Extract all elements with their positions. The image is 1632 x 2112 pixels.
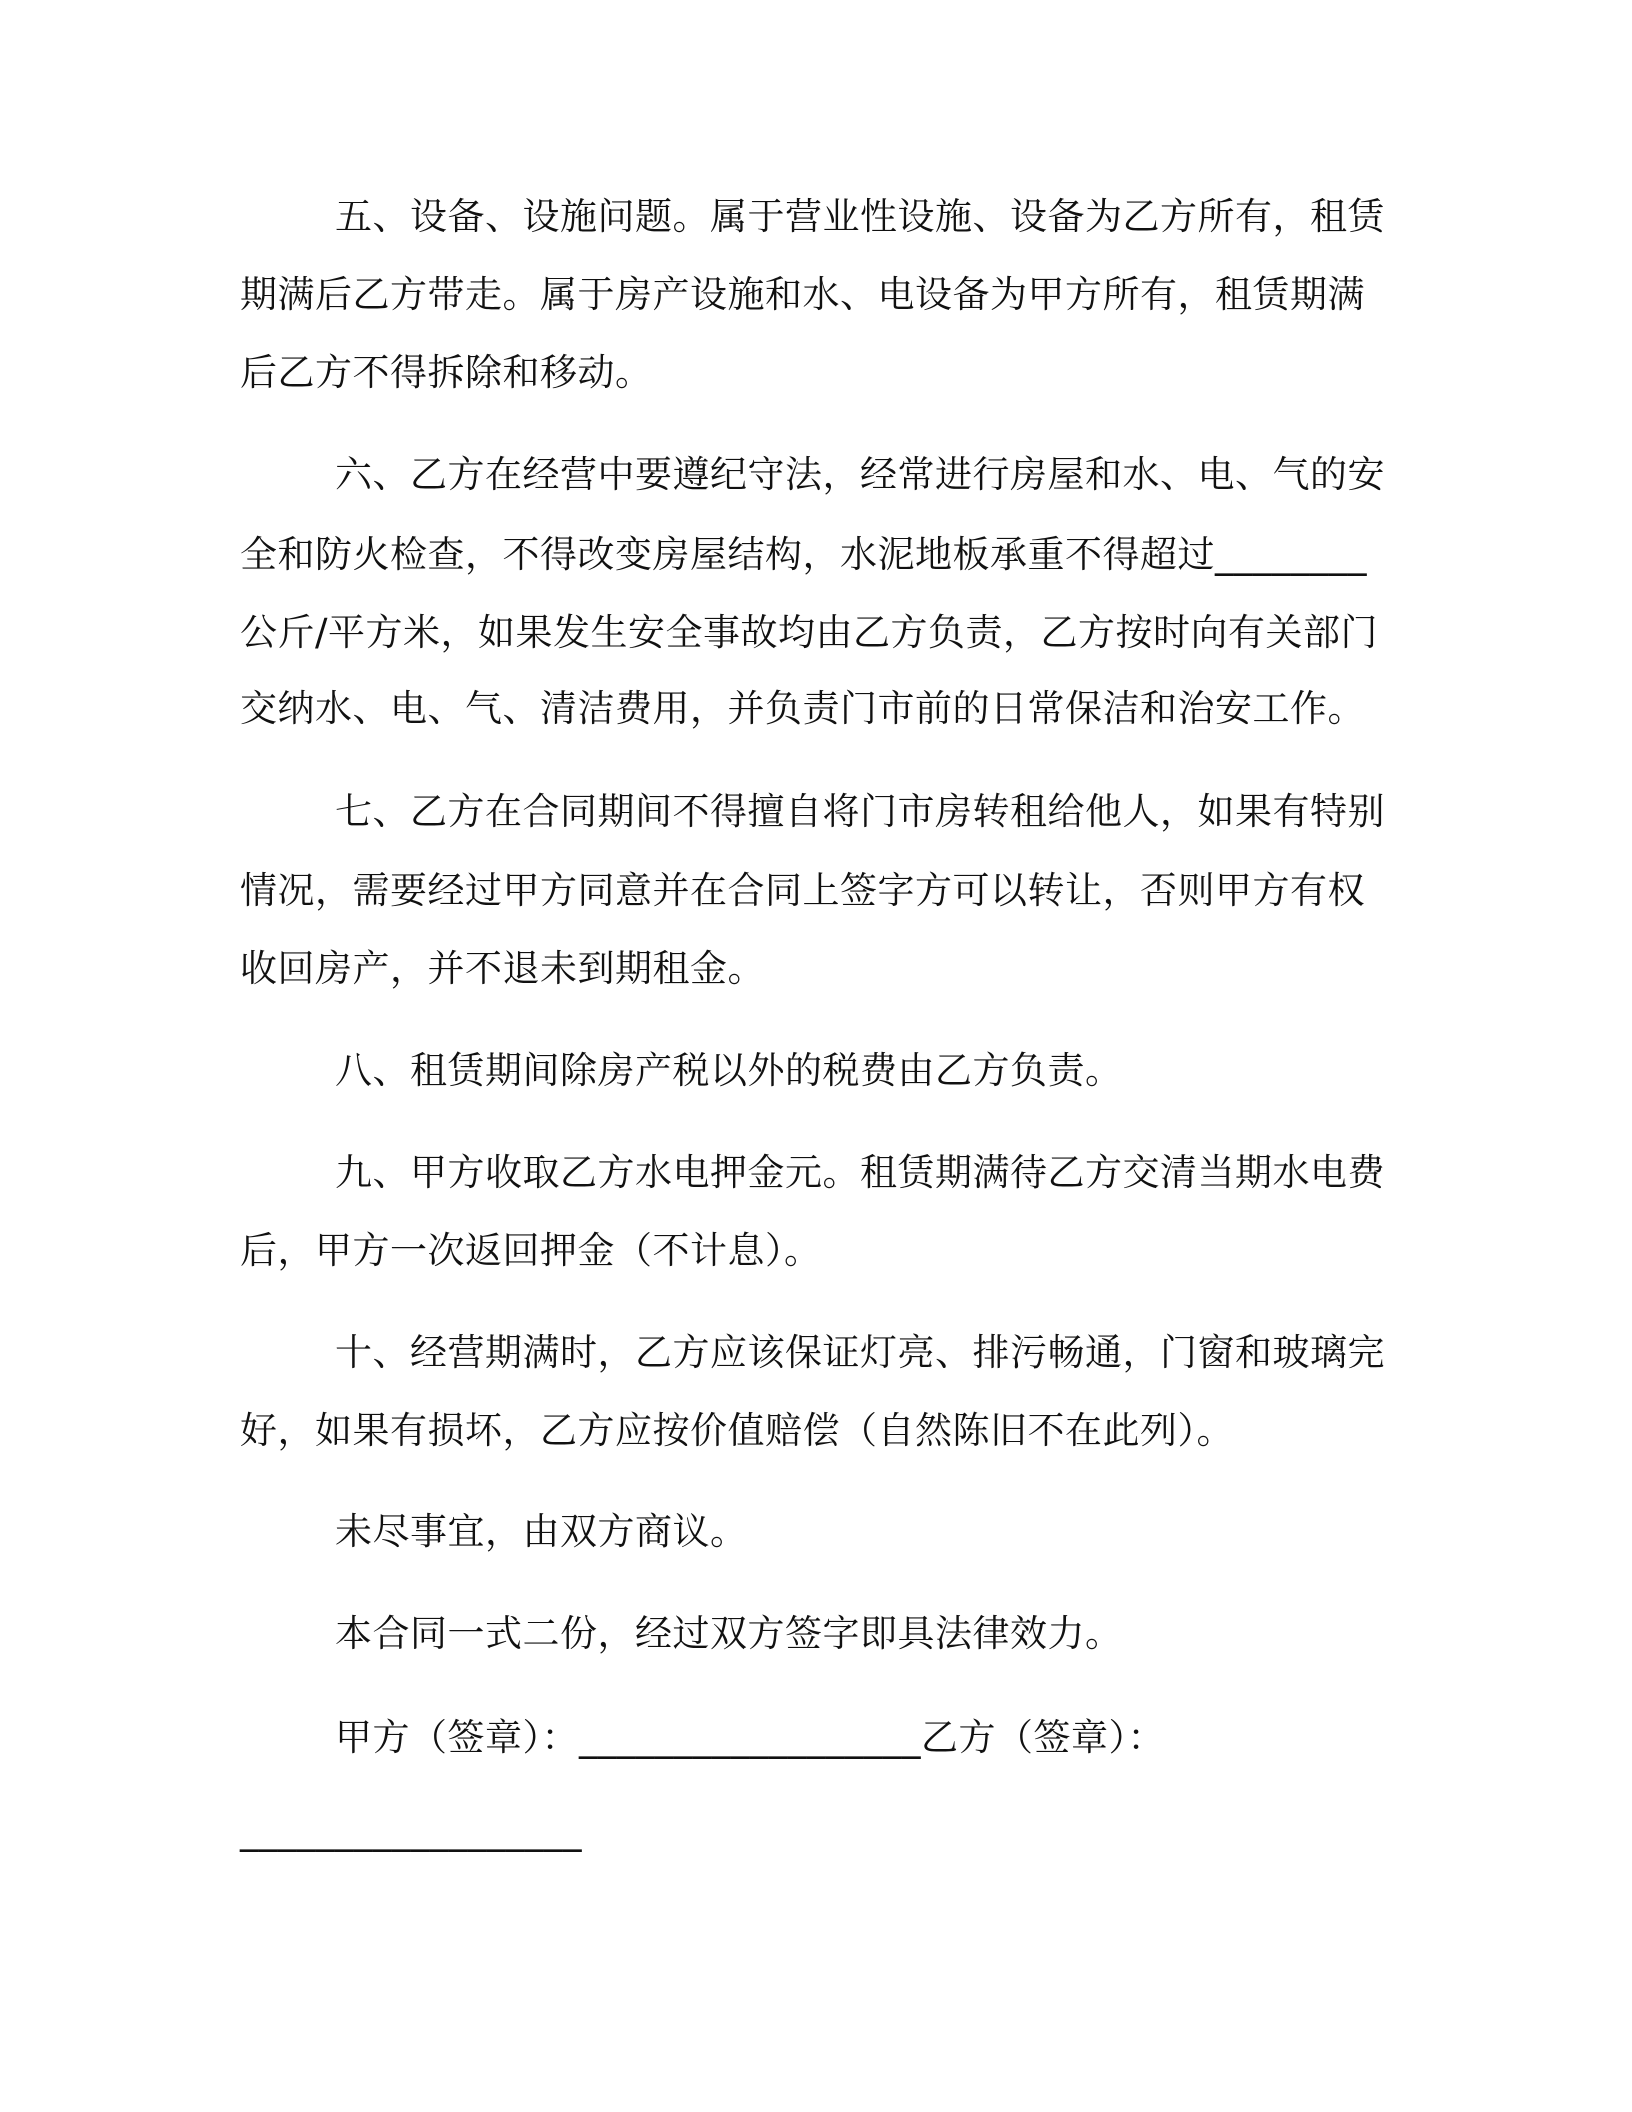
clause-8-line-1: 八、租赁期间除房产税以外的税费由乙方负责。 bbox=[335, 1049, 1123, 1092]
closing-line-1: 未尽事宜，由双方商议。 bbox=[335, 1510, 748, 1553]
clause-7-line-2: 情况，需要经过甲方同意并在合同上签字方可以转让，否则甲方有权 bbox=[240, 869, 1365, 912]
clause-9-line-1: 九、甲方收取乙方水电押金元。租赁期满待乙方交清当期水电费 bbox=[335, 1151, 1385, 1194]
clause-5-line-1: 五、设备、设施问题。属于营业性设施、设备为乙方所有，租赁 bbox=[335, 195, 1385, 238]
clause-5-line-3: 后乙方不得拆除和移动。 bbox=[240, 351, 653, 394]
clause-6-line-4: 交纳水、电、气、清洁费用，并负责门市前的日常保洁和治安工作。 bbox=[240, 687, 1365, 730]
signature-blank: __________________ bbox=[240, 1809, 582, 1852]
signature-line: 甲方（签章）：__________________乙方（签章）： bbox=[335, 1716, 1165, 1759]
clause-6-line-2: 全和防火检查，不得改变房屋结构，水泥地板承重不得超过________ bbox=[240, 533, 1367, 576]
closing-line-2: 本合同一式二份，经过双方签字即具法律效力。 bbox=[335, 1612, 1123, 1655]
clause-10-line-2: 好，如果有损坏，乙方应按价值赔偿（自然陈旧不在此列）。 bbox=[240, 1409, 1234, 1452]
clause-7-line-3: 收回房产，并不退未到期租金。 bbox=[240, 947, 765, 990]
clause-9-line-2: 后，甲方一次返回押金（不计息）。 bbox=[240, 1229, 822, 1272]
clause-6-line-1: 六、乙方在经营中要遵纪守法，经常进行房屋和水、电、气的安 bbox=[335, 453, 1385, 496]
clause-7-line-1: 七、乙方在合同期间不得擅自将门市房转租给他人，如果有特别 bbox=[335, 790, 1385, 833]
clause-6-line-3: 公斤/平方米，如果发生安全事故均由乙方负责，乙方按时向有关部门 bbox=[240, 611, 1378, 654]
clause-5-line-2: 期满后乙方带走。属于房产设施和水、电设备为甲方所有，租赁期满 bbox=[240, 273, 1365, 316]
clause-10-line-1: 十、经营期满时，乙方应该保证灯亮、排污畅通，门窗和玻璃完 bbox=[335, 1331, 1385, 1374]
